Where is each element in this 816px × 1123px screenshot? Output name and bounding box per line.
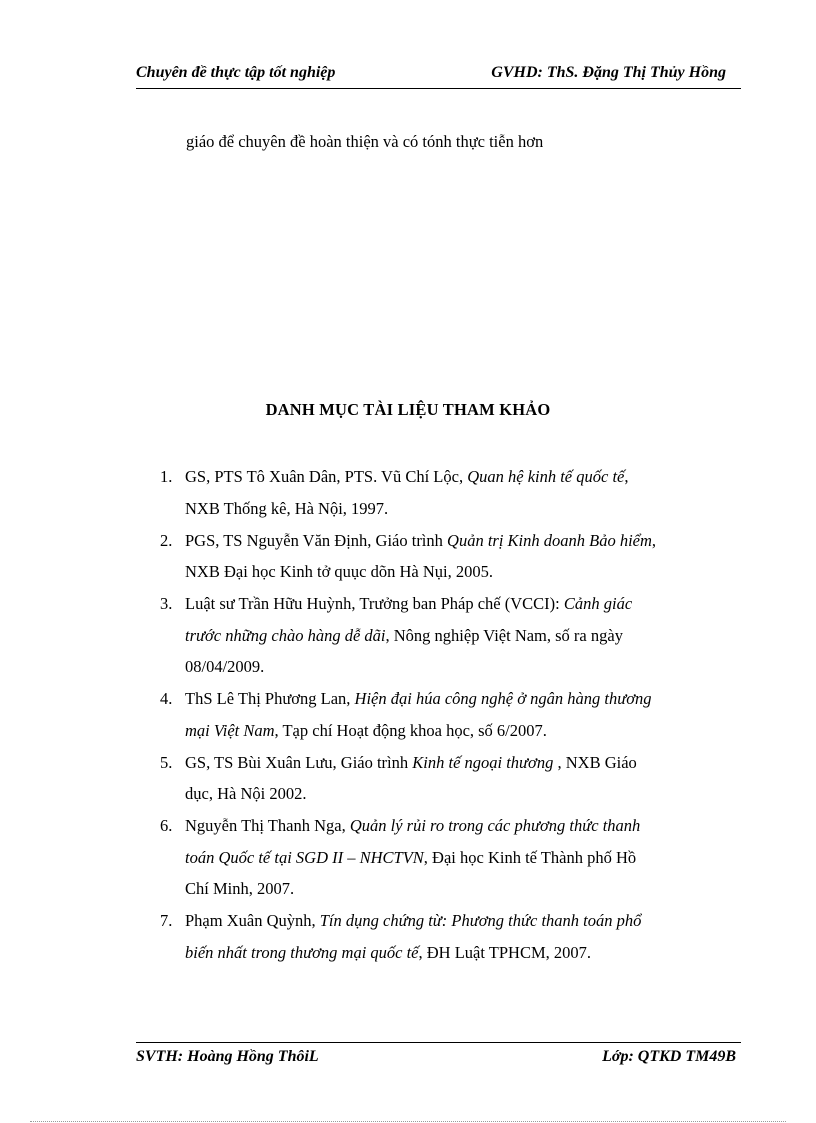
body-paragraph-line: giáo để chuyên đề hoàn thiện và có tónh thực tiễn hơn (186, 132, 544, 151)
section-title: DANH MỤC TÀI LIỆU THAM KHẢO (265, 400, 551, 419)
footer-student: SVTH: Hoàng Hồng ThôiL (136, 1048, 319, 1065)
reference-item: 5. GS, TS Bùi Xuân Lưu, Giáo trình Kinh tế ngoại thương , NXB Giáo dục, Hà Nội 2002. (150, 747, 750, 810)
reference-item: 2. PGS, TS Nguyễn Văn Định, Giáo trình Quản trị Kinh doanh Bảo hiểm, NXB Đại học Kinh tở quục dõn Hà Nụi, 2005. (150, 525, 750, 588)
reference-item: 1. GS, PTS Tô Xuân Dân, PTS. Vũ Chí Lộc, Quan hệ kinh tế quốc tế, NXB Thống kê, Hà Nội, 1997. (150, 461, 750, 524)
reference-item: 4. ThS Lê Thị Phương Lan, Hiện đại húa công nghệ ở ngân hàng thương mại Việt Nam, Tạp chí Hoạt động khoa học, số 6/2007. (150, 683, 750, 746)
reference-title: Cảnh giác (563, 594, 633, 613)
header-title: Chuyên đề thực tập tốt nghiệp (136, 64, 336, 81)
reference-list (150, 461, 750, 968)
page-header (136, 64, 740, 86)
reference-title: Tín dụng chứng từ: Phương thức thanh toán phổ (319, 911, 642, 930)
reference-number: 2. (160, 530, 173, 550)
reference-title: Quản trị Kinh doanh Bảo hiểm (447, 530, 652, 550)
reference-number: 5. (160, 752, 173, 772)
reference-item: 6. Nguyễn Thị Thanh Nga, Quản lý rủi ro trong các phương thức thanh toán Quốc tế tại SGD II – NHCTVN, Đại học Kinh tế Thành phố Hồ Chí Minh, 2007. (150, 810, 750, 905)
footer-class: Lớp: QTKD TM49B (602, 1048, 736, 1065)
header-divider (136, 88, 741, 89)
reference-number: 6. (160, 816, 173, 835)
reference-title-cont: mại Việt Nam (185, 720, 275, 740)
reference-title: Hiện đại húa công nghệ ở ngân hàng thương (354, 689, 652, 708)
reference-item: 3. Luật sư Trần Hữu Huỳnh, Trưởng ban Pháp chế (VCCI): Cảnh giác trước những chào hàng dễ dãi, Nông nghiệp Việt Nam, số ra ngày 08/04/2009. (150, 588, 750, 683)
footer-divider (136, 1042, 741, 1043)
reference-title: Kinh tế ngoại thương (412, 752, 554, 772)
page-footer (136, 1048, 736, 1070)
reference-title-cont: biến nhất trong thương mại quốc tế (185, 942, 419, 962)
reference-title: Quan hệ kinh tế quốc tế (467, 467, 625, 486)
reference-title-cont: toán Quốc tế tại SGD II – NHCTVN (185, 847, 424, 867)
reference-title-cont: trước những chào hàng dễ dãi (185, 625, 386, 645)
reference-number: 3. (160, 594, 173, 613)
reference-title: Quản lý rủi ro trong các phương thức thanh (349, 816, 641, 835)
reference-item: 7. Phạm Xuân Quỳnh, Tín dụng chứng từ: Phương thức thanh toán phổ biến nhất trong thương mại quốc tế, ĐH Luật TPHCM, 2007. (150, 905, 750, 968)
page-bottom-edge (30, 1121, 786, 1122)
reference-number: 4. (160, 689, 173, 708)
header-advisor: GVHD: ThS. Đặng Thị Thủy Hồng (491, 64, 726, 81)
reference-number: 7. (160, 911, 173, 930)
reference-number: 1. (160, 467, 173, 486)
